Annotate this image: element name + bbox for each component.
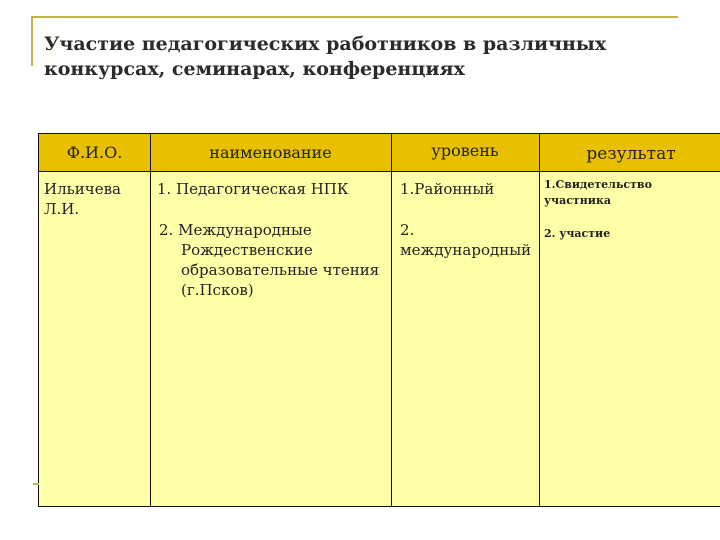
result-2: 2. участие bbox=[544, 227, 611, 240]
event-2-line: образовательные чтения bbox=[181, 261, 380, 279]
slide-frame-left-line bbox=[31, 16, 33, 66]
event-2-line: (г.Псков) bbox=[181, 281, 254, 299]
header-fio: Ф.И.О. bbox=[66, 143, 123, 162]
event-2-line: 2. Международные bbox=[159, 221, 312, 239]
decorative-mark bbox=[33, 483, 39, 485]
level-1: 1.Районный bbox=[400, 180, 495, 198]
title-line-2: конкурсах, семинарах, конференциях bbox=[44, 58, 465, 80]
column-divider bbox=[150, 134, 151, 506]
header-name: наименование bbox=[209, 143, 332, 162]
participant-surname: Ильичева bbox=[44, 180, 121, 198]
level-2-number: 2. bbox=[400, 221, 415, 239]
result-1 bbox=[544, 177, 652, 209]
level-2-text: международный bbox=[400, 241, 532, 259]
event-1: 1. Педагогическая НПК bbox=[157, 180, 349, 198]
title-line-1: Участие педагогических работников в различных bbox=[44, 33, 607, 55]
event-2 bbox=[159, 220, 379, 300]
result-1-line: 1.Свидетельство bbox=[544, 178, 652, 191]
participant-initials: Л.И. bbox=[44, 200, 80, 218]
slide-frame-top-line bbox=[31, 16, 678, 18]
column-divider bbox=[391, 134, 392, 506]
participation-table bbox=[38, 133, 720, 507]
column-divider bbox=[539, 134, 540, 506]
event-2-line: Рождественские bbox=[181, 241, 313, 259]
slide-title bbox=[44, 32, 684, 82]
level-2 bbox=[400, 220, 531, 260]
header-level: уровень bbox=[431, 141, 499, 160]
result-1-line: участника bbox=[544, 194, 612, 207]
header-result: результат bbox=[586, 144, 676, 164]
participant-name bbox=[44, 179, 121, 219]
